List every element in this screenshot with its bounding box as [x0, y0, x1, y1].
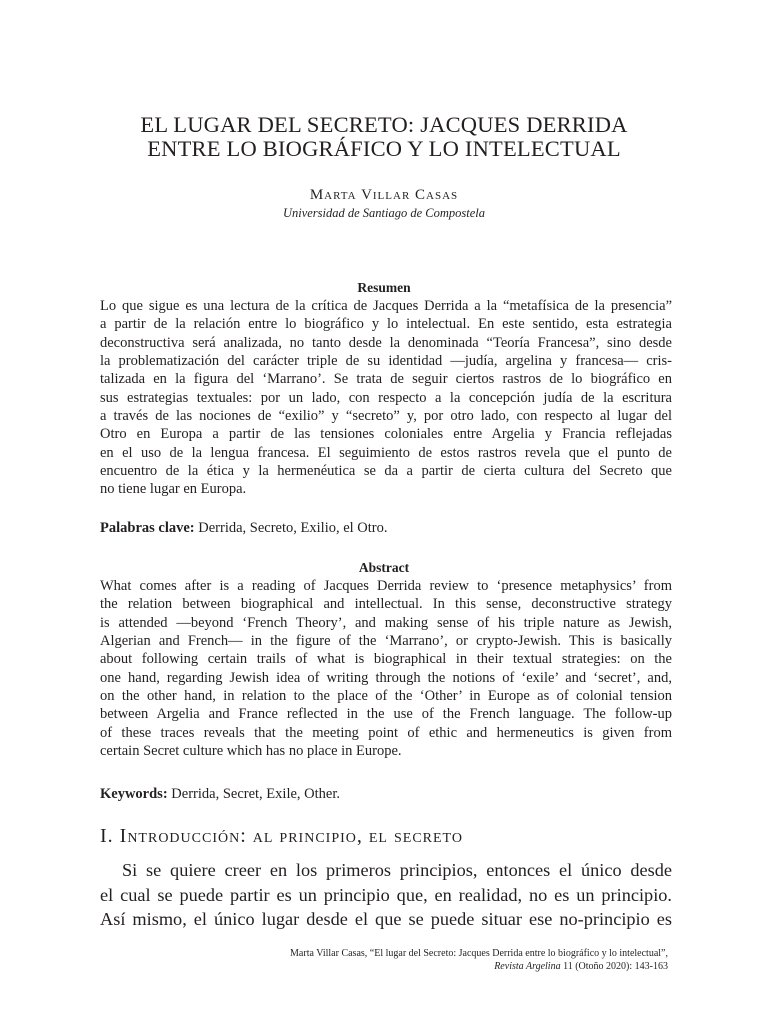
- author-affiliation: Universidad de Santiago de Compostela: [282, 206, 486, 220]
- body-line: Así mismo, el único lugar desde el que se puede situar ese no-principio es: [100, 909, 672, 929]
- introduccion-body: [100, 858, 672, 932]
- resumen-line: deconstructiva será analizada, no tanto desde la denominada “Teoría Francesa”, sino desde: [100, 334, 672, 351]
- abstract-line: What comes after is a reading of Jacques Derrida review to ‘presence metaphysics’ from: [100, 578, 672, 594]
- citation-footer: [290, 947, 668, 973]
- resumen-line: sus estrategias textuales: por un lado, con respecto a la concepción judía de la escritura: [100, 389, 672, 406]
- citation-line-2: [290, 960, 668, 973]
- resumen-line: encuentro de la ética y la hermenéutica se da a partir de cierta cultura del Secreto que: [100, 463, 672, 480]
- keywords: [100, 786, 672, 803]
- journal-issue: 11 (Otoño 2020): 143-163: [563, 961, 668, 972]
- article-title: [60, 113, 708, 161]
- abstract-heading: Abstract: [358, 560, 410, 575]
- keywords-value: Derrida, Secret, Exile, Other.: [171, 786, 340, 802]
- abstract-line: of these traces reveals that the meeting point of ethic and hermeneutics is given from: [100, 724, 672, 741]
- abstract-line: certain Secret culture which has no place in Europe.: [100, 743, 402, 760]
- resumen-line: a través de las nociones de “exilio” y “secreto” y, por otro lado, con respecto al lugar del: [100, 408, 672, 425]
- abstract-line: Algerian and French— in the figure of the ‘Marrano’, or crypto-Jewish. This is basically: [100, 633, 672, 650]
- resumen-line: no tiene lugar en Europa.: [100, 481, 247, 498]
- palabras-clave-value: Derrida, Secreto, Exilio, el Otro.: [198, 520, 388, 536]
- abstract-line: between Argelia and France reflected in the use of the French language. The follow-up: [100, 706, 672, 723]
- citation-line-1: Marta Villar Casas, “El lugar del Secreto: Jacques Derrida entre lo biográfico y lo intelectual”,: [290, 948, 668, 959]
- resumen-line: a partir de la relación entre lo biográfico y lo intelectual. En este sentido, esta estrategia: [100, 316, 672, 333]
- journal-name: Revista Argelina: [494, 961, 561, 972]
- title-line-1: EL LUGAR DEL SECRETO: JACQUES DERRIDA: [140, 112, 628, 137]
- resumen-line: Otro en Europa a partir de las tensiones coloniales entre Argelia y Francia reflejadas: [100, 426, 672, 443]
- resumen-heading: Resumen: [357, 280, 411, 295]
- abstract-line: on the other hand, in relation to the place of the ‘Other’ in Europe as of colonial tension: [100, 688, 672, 705]
- section-heading-introduccion: I. Introducción: al principio, el secreto: [100, 825, 463, 847]
- abstract-line: the relation between biographical and intellectual. In this sense, deconstructive strategy: [100, 596, 672, 613]
- resumen-line: en el uso de la lengua francesa. El seguimiento de estos rastros revela que el punto de: [100, 444, 672, 461]
- abstract-body: [100, 577, 672, 760]
- author-name: Marta Villar Casas: [309, 187, 459, 203]
- keywords-label: Keywords:: [100, 786, 168, 802]
- resumen-line: talizada en la figura del ‘Marrano’. Se trata de seguir ciertos rastros de lo biográfico en: [100, 371, 672, 388]
- title-line-2: ENTRE LO BIOGRÁFICO Y LO INTELECTUAL: [147, 136, 621, 161]
- abstract-line: one hand, regarding Jewish idea of writing through the notions of ‘exile’ and ‘secret’, and,: [100, 669, 672, 686]
- resumen-line: Lo que sigue es una lectura de la crítica de Jacques Derrida a la “metafísica de la presencia”: [100, 298, 672, 314]
- abstract-line: is attended —beyond ‘French Theory’, and making sense of his triple nature as Jewish,: [100, 614, 672, 631]
- abstract-line: about following certain trails of what is biographical in their textual strategies: on the: [100, 651, 672, 668]
- resumen-line: la problematización del carácter triple de su identidad —judía, argelina y francesa— cris-: [100, 353, 672, 370]
- palabras-clave-label: Palabras clave:: [100, 520, 195, 536]
- body-line: Si se quiere creer en los primeros principios, entonces el único desde: [122, 860, 672, 880]
- resumen-body: [100, 297, 672, 499]
- body-line: el cual se puede partir es un principio que, en realidad, no es un principio.: [100, 884, 672, 905]
- palabras-clave: [100, 520, 672, 537]
